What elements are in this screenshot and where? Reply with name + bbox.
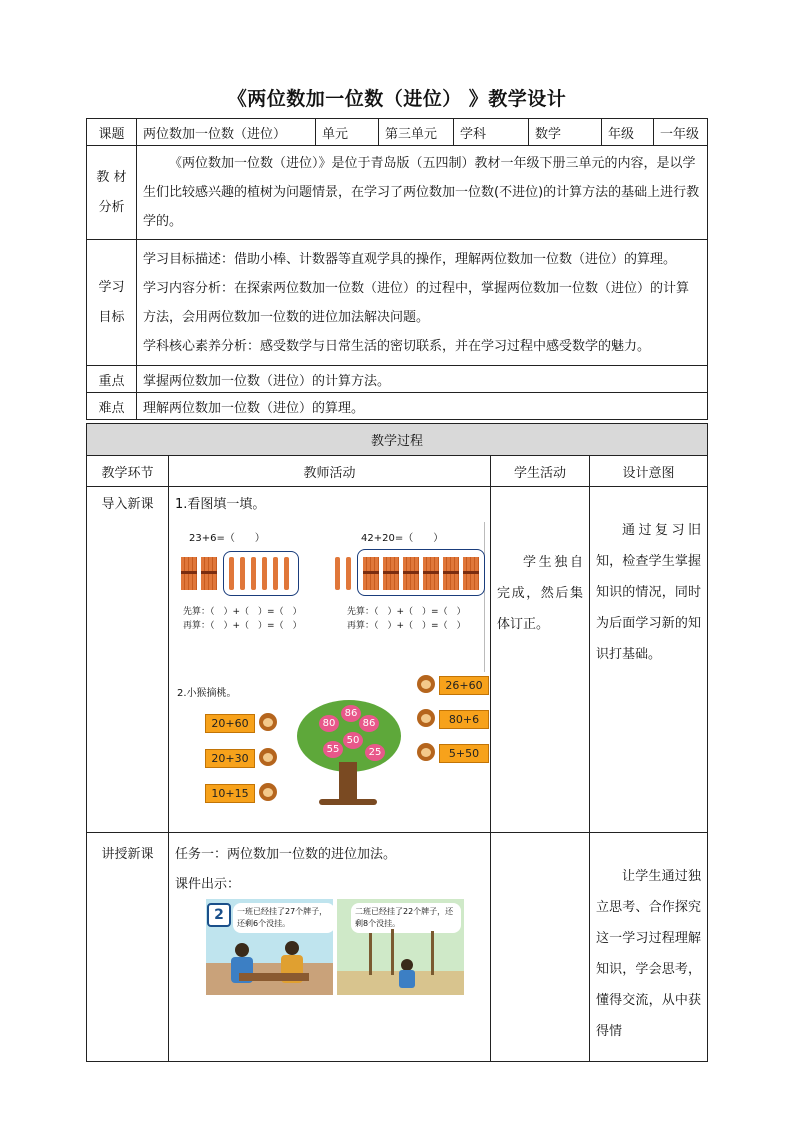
peach-4: 50 [343, 732, 363, 749]
col-teacher: 教师活动 [169, 456, 491, 487]
goals-text [137, 240, 708, 366]
peach-5: 55 [323, 741, 343, 758]
unit-label: 单元 [316, 119, 379, 146]
peach-1: 80 [319, 715, 339, 732]
monkey-icon [259, 783, 277, 801]
monkey-icon [417, 743, 435, 761]
analysis-label-line2: 分析 [98, 199, 125, 215]
tag-left-3: 10+15 [205, 784, 255, 803]
grade-value: 一年级 [654, 119, 708, 146]
info-table [86, 118, 708, 420]
first-right: 先算：（ ）+（ ）=（ ） [347, 607, 466, 617]
task-monkey: 2.小猴摘桃。 [177, 688, 237, 699]
first-left: 先算：（ ）+（ ）=（ ） [183, 607, 302, 617]
then-right: 再算：（ ）+（ ）=（ ） [347, 621, 466, 631]
stage-intro: 导入新课 [87, 487, 169, 833]
peach-3: 86 [359, 715, 379, 732]
analysis-text: 《两位数加一位数（进位）》是位于青岛版（五四制）教材一年级下册三单元的内容，是以学生们比较感兴趣的植树为问题情景，在学习了两位数加一位数(不进位)的计算方法的基础上进行教学的。 [137, 146, 708, 240]
tag-right-3: 5+50 [439, 744, 489, 763]
analysis-label [87, 146, 137, 240]
goal-description: 学习目标描述：借助小棒、计数器等直观学具的操作，理解两位数加一位数（进位）的算理。 [143, 251, 677, 267]
monkey-icon [417, 675, 435, 693]
student-activity-intro: 学生独自完成，然后集体订正。 [491, 487, 590, 833]
courseware-show: 课件出示： [175, 877, 241, 892]
col-student: 学生活动 [491, 456, 590, 487]
monkey-icon [417, 709, 435, 727]
unit-value: 第三单元 [379, 119, 454, 146]
teacher-activity-new [169, 833, 491, 1062]
goals-label-line2: 目标 [98, 309, 125, 325]
goal-content: 学习内容分析：在探索两位数加一位数（进位）的过程中，掌握两位数加一位数（进位）的计算方法，会用两位数加一位数的进位加法解决问题。 [143, 280, 690, 325]
tag-left-2: 20+30 [205, 749, 255, 768]
divider [484, 522, 485, 672]
tag-right-1: 26+60 [439, 676, 489, 695]
goals-label [87, 240, 137, 366]
intent-intro: 通过复习旧知，检查学生掌握知识的情况，同时为后面学习新的知识打基础。 [590, 487, 708, 833]
key-text: 掌握两位数加一位数（进位）的计算方法。 [137, 366, 708, 393]
task-fill: 1.看图填一填。 [175, 497, 266, 512]
difficult-label: 难点 [87, 393, 137, 420]
key-label: 重点 [87, 366, 137, 393]
bubble-class2: 二班已经挂了22个牌子，还剩8个没挂。 [351, 903, 461, 933]
difficult-text: 理解两位数加一位数（进位）的算理。 [137, 393, 708, 420]
col-stage: 教学环节 [87, 456, 169, 487]
bubble-class1: 一班已经挂了27个牌子，还剩6个没挂。 [233, 903, 335, 933]
goal-literacy: 学科核心素养分析：感受数学与日常生活的密切联系，并在学习过程中感受数学的魅力。 [143, 338, 651, 354]
analysis-label-line1: 教 材 [96, 169, 127, 185]
student-activity-new [491, 833, 590, 1062]
discipline-value: 数学 [529, 119, 602, 146]
col-intent: 设计意图 [590, 456, 708, 487]
process-table [86, 423, 708, 1062]
monkey-icon [259, 713, 277, 731]
task-one: 任务一：两位数加一位数的进位加法。 [175, 847, 397, 862]
then-left: 再算：（ ）+（ ）=（ ） [183, 621, 302, 631]
teacher-activity-intro [169, 487, 491, 833]
discipline-label: 学科 [454, 119, 529, 146]
tag-left-1: 20+60 [205, 714, 255, 733]
process-title: 教学过程 [87, 424, 708, 456]
badge-two: 2 [207, 903, 231, 927]
peach-6: 25 [365, 744, 385, 761]
eq-right: 42+20=（ ） [361, 533, 444, 544]
grade-label: 年级 [602, 119, 654, 146]
tag-right-2: 80+6 [439, 710, 489, 729]
subject-label: 课题 [87, 119, 137, 146]
page-title: 《两位数加一位数（进位） 》教学设计 [227, 88, 567, 110]
subject-value: 两位数加一位数（进位） [137, 119, 316, 146]
eq-left: 23+6=（ ） [189, 533, 265, 544]
monkey-icon [259, 748, 277, 766]
goals-label-line1: 学习 [98, 279, 125, 295]
intent-new: 让学生通过独立思考、合作探究这一学习过程理解知识，学会思考，懂得交流，从中获得情 [590, 833, 708, 1062]
peach-2: 86 [341, 705, 361, 722]
stage-new: 讲授新课 [87, 833, 169, 1062]
